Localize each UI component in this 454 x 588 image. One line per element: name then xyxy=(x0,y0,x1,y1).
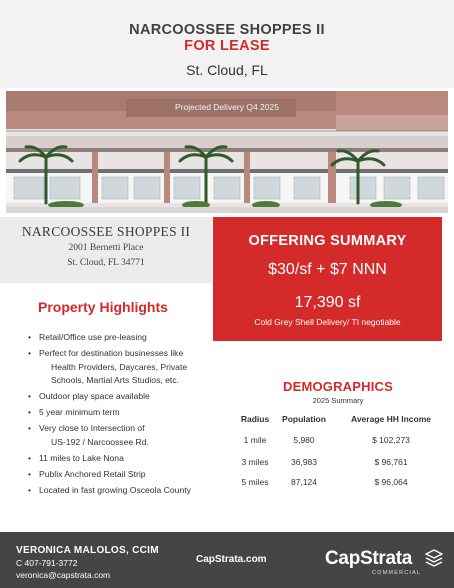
agent-email[interactable]: veronica@capstrata.com xyxy=(16,570,111,580)
highlight-text: • Located in fast growing Osceola County xyxy=(39,484,191,495)
highlights-title: Property Highlights xyxy=(38,299,168,315)
demographics-row xyxy=(226,477,450,489)
highlight-text: • Outdoor play space available xyxy=(39,391,150,402)
capstrata-logo: CapStrata xyxy=(325,548,413,569)
demographics-row xyxy=(226,435,450,447)
demographics-cell: 36,983 xyxy=(291,457,317,467)
highlight-item xyxy=(28,484,218,498)
offering-title: OFFERING SUMMARY xyxy=(248,233,407,249)
address-panel xyxy=(0,217,212,283)
capstrata-logo-icon xyxy=(425,549,443,569)
address-city: St. Cloud, FL 34771 xyxy=(67,258,145,268)
building-rendering xyxy=(6,91,448,213)
demographics-cell: 5,980 xyxy=(293,435,315,445)
property-title: NARCOOSSEE SHOPPES II xyxy=(129,22,325,38)
header-band xyxy=(0,0,454,88)
demographics-cell: $ 96,761 xyxy=(374,457,408,467)
highlight-item xyxy=(28,452,218,466)
highlight-text: • Very close to Intersection of xyxy=(39,423,145,434)
highlight-item xyxy=(28,406,218,420)
location-label: St. Cloud, FL xyxy=(186,62,268,78)
demographics-header-cell: Radius xyxy=(240,414,270,424)
delivery-caption: Projected Delivery Q4 2025 xyxy=(175,102,279,112)
demographics-header-row xyxy=(226,414,450,426)
offering-size: 17,390 sf xyxy=(294,294,361,311)
capstrata-logo-sub: COMMERCIAL xyxy=(372,570,422,576)
highlight-text: Schools, Martial Arts Studios, etc. xyxy=(51,375,180,386)
offering-summary-panel xyxy=(213,217,442,341)
demographics-cell: 1 mile xyxy=(243,435,267,445)
demographics-cell: $ 96,064 xyxy=(374,477,408,487)
address-street: 2001 Bernetti Place xyxy=(68,243,144,253)
highlight-item xyxy=(28,390,218,404)
highlight-text: • Retail/Office use pre-leasing xyxy=(39,332,147,342)
demographics-header-cell: Population xyxy=(282,414,326,424)
demographics-header-cell: Average HH Income xyxy=(351,414,431,424)
website-link[interactable]: CapStrata.com xyxy=(196,554,267,565)
highlight-item xyxy=(28,347,218,388)
offering-price: $30/sf + $7 NNN xyxy=(268,261,387,278)
demographics-subtitle: 2025 Summary xyxy=(312,396,364,405)
highlight-text: • 5 year minimum term xyxy=(39,407,120,418)
demographics-cell: 3 miles xyxy=(241,457,269,467)
footer-bar xyxy=(0,532,454,588)
highlight-text: Health Providers, Daycares, Private xyxy=(51,361,188,372)
highlight-text: US-192 / Narcoossee Rd. xyxy=(51,436,149,447)
demographics-title: DEMOGRAPHICS xyxy=(282,379,394,394)
highlight-text: • Perfect for destination businesses like xyxy=(39,347,184,358)
for-lease-label: FOR LEASE xyxy=(184,38,270,54)
agent-phone[interactable]: C 407-791-3772 xyxy=(16,558,78,568)
highlight-text: • 11 miles to Lake Nona xyxy=(39,452,124,463)
offering-note: Cold Grey Shell Delivery/ TI negotiable xyxy=(254,317,401,327)
demographics-cell: $ 102,273 xyxy=(372,435,410,445)
highlight-text: • Publix Anchored Retail Strip xyxy=(39,468,146,479)
demographics-row xyxy=(226,457,450,469)
highlight-item xyxy=(28,422,218,449)
highlights-list xyxy=(28,331,218,500)
agent-name: VERONICA MALOLOS, CCIM xyxy=(16,545,159,556)
demographics-cell: 87,124 xyxy=(291,477,317,487)
highlight-item xyxy=(28,331,218,345)
highlight-item xyxy=(28,468,218,482)
demographics-cell: 5 miles xyxy=(241,477,269,487)
address-property-name: NARCOOSSEE SHOPPES II xyxy=(21,224,191,239)
